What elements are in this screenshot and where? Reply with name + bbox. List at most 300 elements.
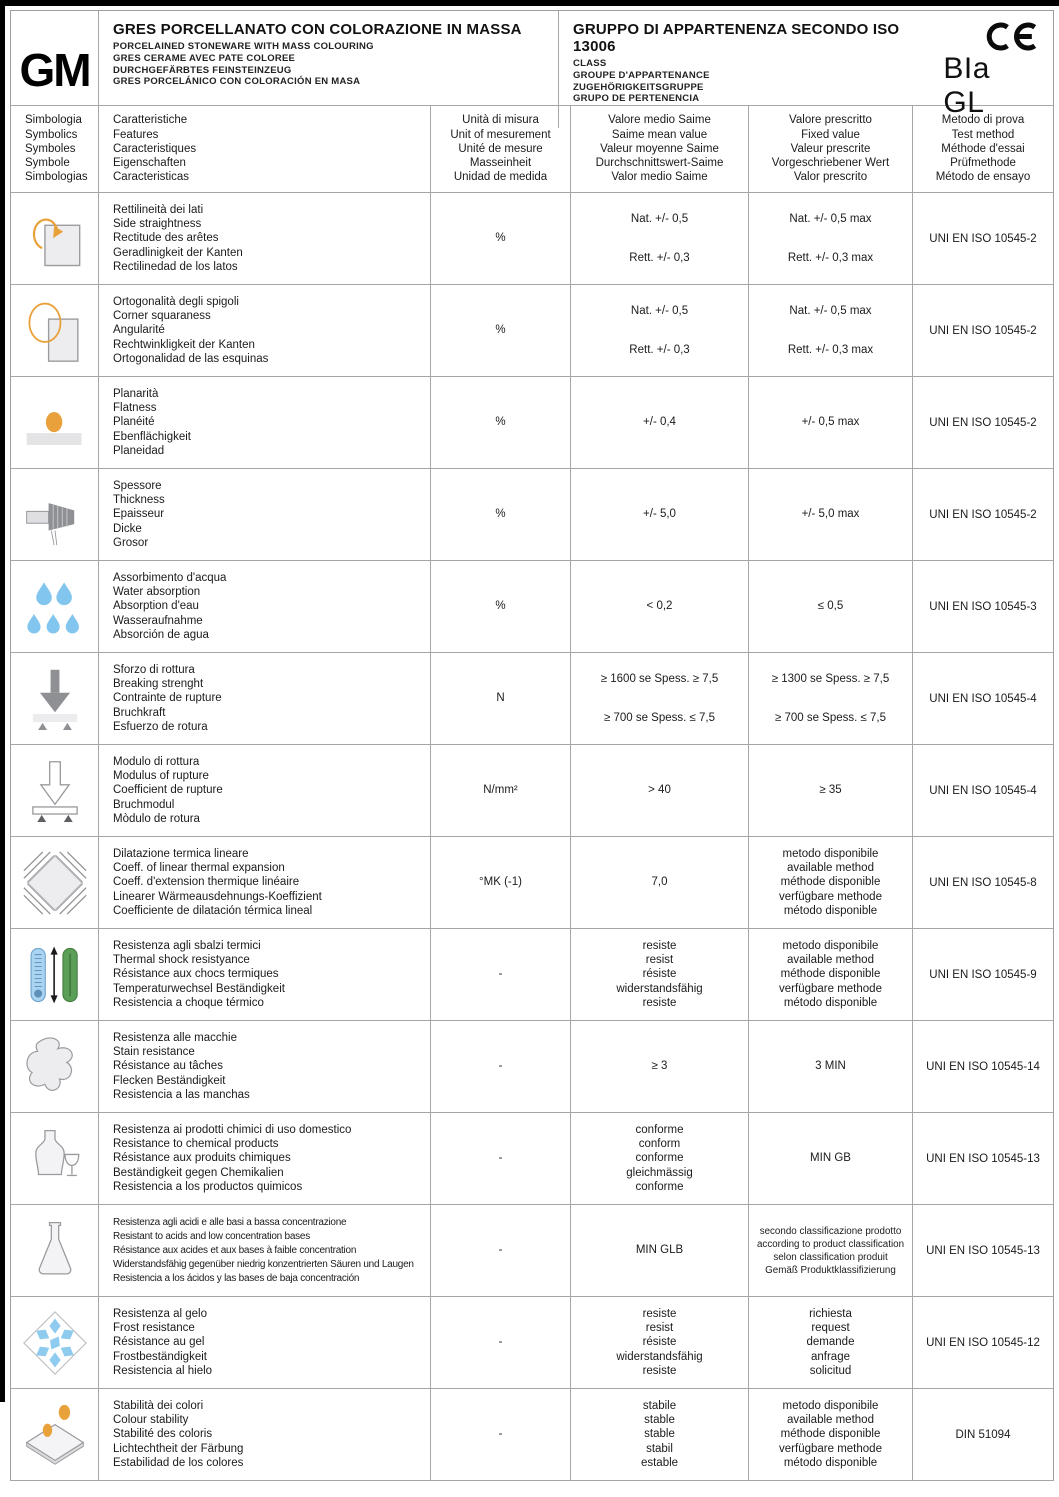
- feature-line: Esfuerzo de rotura: [113, 720, 208, 733]
- fixed-value-cell: [749, 1021, 913, 1112]
- unit-value: %: [495, 508, 506, 521]
- chemical-products-icon: [23, 1127, 87, 1191]
- value-line: Rett. +/- 0,3: [629, 343, 690, 356]
- water-drops-icon: [23, 575, 87, 639]
- column-header-line: Méthode d'essai: [941, 142, 1025, 155]
- table-row: [11, 377, 1053, 469]
- fixed-value-cell: [749, 929, 913, 1020]
- feature-line: Temperaturwechsel Beständigkeit: [113, 982, 285, 995]
- unit-cell: [431, 1389, 571, 1480]
- value-line: +/- 5,0: [643, 508, 676, 521]
- feature-line: Resistenza alle macchie: [113, 1031, 238, 1044]
- feature-line: Resistenza agli acidi e alle basi a bassa concentrazione: [113, 1216, 347, 1228]
- feature-line: Planeidad: [113, 444, 165, 457]
- feature-line: Modulus of rupture: [113, 770, 209, 783]
- value-line: ≥ 35: [819, 784, 842, 797]
- unit-cell: [431, 377, 571, 468]
- mean-value-cell: [571, 1021, 749, 1112]
- feature-line: Rettilineità dei lati: [113, 203, 204, 216]
- page-left-edge: [0, 0, 5, 1402]
- test-method-cell: [913, 653, 1053, 744]
- value-line: ≥ 700 se Spess. ≤ 7,5: [603, 711, 716, 724]
- feature-line: Frost resistance: [113, 1322, 195, 1335]
- mean-value-cell: [571, 929, 749, 1020]
- value-line: méthode disponible: [780, 968, 881, 981]
- feature-line: Resistencia a los ácidos y las bases de baja concentración: [113, 1272, 360, 1284]
- feature-line: Resistencia a choque térmico: [113, 996, 264, 1009]
- test-method-cell: [913, 1205, 1053, 1296]
- value-line: Rett. +/- 0,3 max: [787, 343, 874, 356]
- feature-labels: [99, 1113, 431, 1204]
- test-method-cell: [913, 285, 1053, 376]
- mean-value-cell: [571, 653, 749, 744]
- value-line: résiste: [642, 1336, 677, 1349]
- unit-cell: [431, 929, 571, 1020]
- column-header-line: Método de ensayo: [935, 171, 1031, 184]
- value-line: stable: [644, 1428, 675, 1441]
- feature-line: Bruchmodul: [113, 798, 175, 811]
- value-line: available method: [787, 862, 874, 875]
- column-header-line: Simbologias: [25, 171, 88, 184]
- spec-table: [10, 10, 1054, 1481]
- fixed-value-cell: [749, 745, 913, 836]
- value-line: resist: [645, 954, 674, 967]
- ce-mark-icon: [983, 21, 1039, 52]
- column-header-line: Unit of mesurement: [450, 128, 551, 141]
- value-line: résiste: [642, 968, 677, 981]
- test-method-value: UNI EN ISO 10545-3: [929, 600, 1037, 613]
- value-line: +/- 5,0 max: [801, 508, 860, 521]
- value-line: < 0,2: [646, 600, 673, 613]
- unit-value: -: [498, 1152, 503, 1165]
- product-title: GRES PORCELLANATO CON COLORAZIONE IN MASSA: [113, 21, 522, 38]
- feature-line: Modulo di rottura: [113, 755, 200, 768]
- feature-line: Ortogonalidad de las esquinas: [113, 352, 269, 365]
- feature-labels: [99, 745, 431, 836]
- feature-line: Frostbeständigkeit: [113, 1350, 207, 1363]
- mean-value-cell: [571, 837, 749, 928]
- flatness-icon: [23, 391, 87, 455]
- value-line: solicitud: [809, 1364, 852, 1377]
- column-header-line: Unité de mesure: [458, 142, 543, 155]
- acid-flask-icon: [23, 1219, 87, 1283]
- class-group-subtitle: ZUGEHÖRIGKEITSGRUPPE: [573, 81, 704, 93]
- feature-line: Planéité: [113, 416, 155, 429]
- test-method-cell: [913, 469, 1053, 560]
- test-method-value: UNI EN ISO 10545-8: [929, 876, 1037, 889]
- feature-line: Corner squaraness: [113, 310, 211, 323]
- product-subtitle: DURCHGEFÄRBTES FEINSTEINZEUG: [113, 64, 292, 76]
- feature-line: Resistenza agli sbalzi termici: [113, 939, 261, 952]
- value-line: conform: [638, 1138, 681, 1151]
- feature-line: Stain resistance: [113, 1046, 195, 1059]
- fixed-value-cell: [749, 377, 913, 468]
- value-line: resiste: [642, 1307, 677, 1320]
- symbol-cell: [11, 561, 99, 652]
- feature-line: Résistance aux chocs termiques: [113, 968, 279, 981]
- mean-value-cell: [571, 1205, 749, 1296]
- unit-cell: [431, 1297, 571, 1388]
- feature-labels: [99, 469, 431, 560]
- column-header-line: Valeur moyenne Saime: [600, 142, 719, 155]
- value-line: MIN GLB: [635, 1244, 684, 1257]
- column-header-line: Valeur prescrite: [790, 142, 871, 155]
- feature-line: Geradlinigkeit der Kanten: [113, 246, 243, 259]
- fixed-value-cell: [749, 837, 913, 928]
- class-group-title: GRUPPO DI APPARTENENZA SECONDO ISO 13006: [573, 21, 900, 55]
- fixed-value-cell: [749, 469, 913, 560]
- product-subtitle: GRES PORCELÁNICO CON COLORACIÓN EN MASA: [113, 76, 361, 88]
- colour-stability-icon: [22, 1402, 88, 1468]
- value-line: verfügbare methode: [779, 1442, 882, 1455]
- value-line: > 40: [648, 784, 671, 797]
- feature-line: Résistance aux produits chimiques: [113, 1152, 291, 1165]
- column-header-line: Eigenschaften: [113, 157, 186, 170]
- feature-line: Dilatazione termica lineare: [113, 847, 249, 860]
- value-line: Rett. +/- 0,3 max: [787, 251, 874, 264]
- value-line: 3 MIN: [815, 1060, 846, 1073]
- feature-line: Résistance aux acides et aux bases à faible concentration: [113, 1244, 357, 1256]
- feature-line: Rectitude des arêtes: [113, 232, 219, 245]
- value-line: méthode disponible: [780, 1428, 881, 1441]
- value-line: MIN GB: [810, 1152, 851, 1165]
- feature-line: Epaisseur: [113, 508, 165, 521]
- value-line: +/- 0,4: [643, 416, 676, 429]
- value-line: método disponible: [783, 904, 878, 917]
- unit-value: %: [495, 600, 506, 613]
- value-line: método disponible: [783, 996, 878, 1009]
- unit-value: N: [496, 692, 505, 705]
- unit-cell: [431, 1113, 571, 1204]
- value-line: according to product classification: [756, 1238, 905, 1250]
- symbol-cell: [11, 1205, 99, 1296]
- test-method-value: UNI EN ISO 10545-9: [929, 968, 1037, 981]
- value-line: méthode disponible: [780, 876, 881, 889]
- feature-line: Rechtwinkligkeit der Kanten: [113, 338, 255, 351]
- symbol-cell: [11, 929, 99, 1020]
- feature-line: Coeff. of linear thermal expansion: [113, 862, 285, 875]
- feature-labels: [99, 837, 431, 928]
- column-header-line: Vorgeschriebener Wert: [771, 157, 890, 170]
- feature-labels: [99, 193, 431, 284]
- test-method-value: UNI EN ISO 10545-14: [926, 1060, 1040, 1073]
- feature-line: Rectilinedad de los latos: [113, 260, 238, 273]
- table-row: [11, 1021, 1053, 1113]
- symbol-cell: [11, 469, 99, 560]
- feature-line: Spessore: [113, 479, 162, 492]
- value-line: conforme: [635, 1180, 684, 1193]
- column-header-fixed: [749, 106, 913, 192]
- value-line: 7,0: [651, 876, 668, 889]
- feature-line: Résistance au gel: [113, 1336, 205, 1349]
- value-line: ≤ 0,5: [817, 600, 844, 613]
- column-header-line: Symbolics: [25, 128, 78, 141]
- unit-value: %: [495, 232, 506, 245]
- table-row: [11, 1205, 1053, 1297]
- column-header-line: Symboles: [25, 142, 76, 155]
- symbol-cell: [11, 285, 99, 376]
- table-row: [11, 1297, 1053, 1389]
- symbol-cell: [11, 745, 99, 836]
- feature-line: Stabilité des coloris: [113, 1428, 213, 1441]
- mean-value-cell: [571, 561, 749, 652]
- feature-line: Resistencia a las manchas: [113, 1088, 250, 1101]
- test-method-cell: [913, 929, 1053, 1020]
- column-header-line: Caracteristiques: [113, 142, 197, 155]
- mean-value-cell: [571, 745, 749, 836]
- feature-line: Lichtechtheit der Färbung: [113, 1442, 244, 1455]
- unit-cell: [431, 653, 571, 744]
- unit-cell: [431, 193, 571, 284]
- value-line: Gemäß Produktklassifizierung: [765, 1264, 896, 1276]
- value-line: demande: [806, 1336, 855, 1349]
- value-line: available method: [787, 954, 874, 967]
- feature-line: Beständigkeit gegen Chemikalien: [113, 1166, 284, 1179]
- page-top-edge: [0, 0, 1059, 6]
- class-group-subtitle: GRUPO DE PERTENENCIA: [573, 93, 700, 105]
- table-header-block: [11, 11, 1053, 119]
- column-header-line: Durchschnittswert-Saime: [595, 157, 724, 170]
- feature-labels: [99, 1021, 431, 1112]
- mean-value-cell: [571, 285, 749, 376]
- test-method-cell: [913, 745, 1053, 836]
- feature-line: Resistencia al hielo: [113, 1364, 213, 1377]
- unit-value: %: [495, 416, 506, 429]
- value-line: resist: [645, 1322, 674, 1335]
- unit-value: -: [498, 968, 503, 981]
- fixed-value-cell: [749, 193, 913, 284]
- column-header-line: Fixed value: [801, 128, 860, 141]
- test-method-cell: [913, 193, 1053, 284]
- unit-cell: [431, 1021, 571, 1112]
- column-header-line: Test method: [951, 128, 1015, 141]
- symbol-cell: [11, 193, 99, 284]
- value-line: Rett. +/- 0,3: [629, 251, 690, 264]
- column-header-line: Masseinheit: [469, 157, 532, 170]
- feature-line: Resistenza ai prodotti chimici di uso domestico: [113, 1123, 352, 1136]
- symbol-cell: [11, 1021, 99, 1112]
- fixed-value-cell: [749, 561, 913, 652]
- column-header-line: Valor prescrito: [793, 171, 868, 184]
- test-method-value: UNI EN ISO 10545-4: [929, 692, 1037, 705]
- feature-line: Resistance to chemical products: [113, 1138, 279, 1151]
- fixed-value-cell: [749, 285, 913, 376]
- column-header-row: [11, 106, 1053, 193]
- table-row: [11, 653, 1053, 745]
- feature-line: Ortogonalità degli spigoli: [113, 295, 239, 308]
- feature-line: Coeff. d'extension thermique linéaire: [113, 876, 300, 889]
- feature-labels: [99, 1205, 431, 1296]
- value-line: conforme: [635, 1123, 684, 1136]
- value-line: verfügbare methode: [779, 982, 882, 995]
- feature-labels: [99, 377, 431, 468]
- table-row: [11, 745, 1053, 837]
- feature-line: Resistencia a los productos quimicos: [113, 1180, 303, 1193]
- mean-value-cell: [571, 1297, 749, 1388]
- unit-value: -: [498, 1060, 503, 1073]
- column-header-line: Unità di misura: [462, 114, 539, 127]
- mean-value-cell: [571, 469, 749, 560]
- product-subtitle: PORCELAINED STONEWARE WITH MASS COLOURING: [113, 41, 374, 52]
- table-row: [11, 929, 1053, 1021]
- test-method-cell: [913, 561, 1053, 652]
- feature-line: Stabilità dei colori: [113, 1399, 204, 1412]
- column-header-line: Caratteristiche: [113, 114, 188, 127]
- value-line: available method: [787, 1414, 874, 1427]
- feature-labels: [99, 1389, 431, 1480]
- frost-snowflake-icon: [22, 1310, 88, 1376]
- feature-line: Wasseraufnahme: [113, 614, 203, 627]
- feature-line: Sforzo di rottura: [113, 663, 195, 676]
- feature-line: Ebenflächigkeit: [113, 430, 191, 443]
- column-header-line: Metodo di prova: [941, 114, 1025, 127]
- feature-line: Coefficient de rupture: [113, 784, 223, 797]
- feature-line: Breaking strenght: [113, 678, 204, 691]
- modulus-of-rupture-icon: [24, 758, 86, 824]
- feature-labels: [99, 653, 431, 744]
- symbol-cell: [11, 837, 99, 928]
- column-header-mean: [571, 106, 749, 192]
- mean-value-cell: [571, 1389, 749, 1480]
- value-line: Nat. +/- 0,5 max: [789, 213, 872, 226]
- fixed-value-cell: [749, 1297, 913, 1388]
- feature-line: Linearer Wärmeausdehnungs-Koeffizient: [113, 890, 322, 903]
- unit-cell: [431, 561, 571, 652]
- value-line: widerstandsfähig: [616, 982, 703, 995]
- feature-line: Flatness: [113, 402, 157, 415]
- mean-value-cell: [571, 193, 749, 284]
- feature-labels: [99, 561, 431, 652]
- table-row: [11, 837, 1053, 929]
- column-header-line: Symbole: [25, 157, 70, 170]
- feature-line: Planarità: [113, 387, 159, 400]
- column-header-symbol: [11, 106, 99, 192]
- unit-value: -: [498, 1244, 503, 1257]
- table-body: [11, 193, 1053, 1481]
- test-method-value: UNI EN ISO 10545-2: [929, 232, 1037, 245]
- value-line: estable: [640, 1456, 679, 1469]
- feature-line: Thickness: [113, 494, 165, 507]
- feature-line: Contrainte de rupture: [113, 692, 222, 705]
- value-line: conforme: [635, 1152, 684, 1165]
- corner-squareness-icon: [23, 299, 87, 363]
- value-line: metodo disponibile: [782, 847, 879, 860]
- unit-value: -: [498, 1336, 503, 1349]
- test-method-cell: [913, 1113, 1053, 1204]
- value-line: ≥ 700 se Spess. ≤ 7,5: [774, 711, 887, 724]
- test-method-cell: [913, 377, 1053, 468]
- feature-line: Widerstandsfähig gegenüber niedrig konzentrierten Säuren und Laugen: [113, 1258, 414, 1270]
- feature-line: Assorbimento d'acqua: [113, 571, 227, 584]
- test-method-cell: [913, 1297, 1053, 1388]
- test-method-value: UNI EN ISO 10545-13: [926, 1152, 1040, 1165]
- fixed-value-cell: [749, 1113, 913, 1204]
- thermal-shock-icon: [24, 944, 86, 1006]
- value-line: stable: [644, 1414, 675, 1427]
- mean-value-cell: [571, 377, 749, 468]
- feature-line: Mòdulo de rotura: [113, 812, 200, 825]
- feature-line: Flecken Beständigkeit: [113, 1074, 226, 1087]
- unit-value: N/mm²: [483, 784, 518, 797]
- value-line: ≥ 3: [651, 1060, 668, 1073]
- value-line: ≥ 1600 se Spess. ≥ 7,5: [600, 673, 719, 686]
- column-header-line: Unidad de medida: [453, 171, 548, 184]
- feature-line: Side straightness: [113, 218, 202, 231]
- mean-value-cell: [571, 1113, 749, 1204]
- value-line: secondo classificazione prodotto: [759, 1225, 902, 1237]
- column-header-line: Features: [113, 128, 159, 141]
- feature-line: Thermal shock resistyance: [113, 954, 250, 967]
- feature-line: Coefficiente de dilatación térmica lineal: [113, 904, 313, 917]
- table-row: [11, 1113, 1053, 1205]
- feature-line: Grosor: [113, 536, 149, 549]
- value-line: verfügbare methode: [779, 890, 882, 903]
- value-line: metodo disponibile: [782, 1399, 879, 1412]
- fixed-value-cell: [749, 1389, 913, 1480]
- test-method-value: UNI EN ISO 10545-2: [929, 416, 1037, 429]
- product-subtitle: GRES CERAME AVEC PATE COLOREE: [113, 52, 296, 64]
- test-method-value: UNI EN ISO 10545-12: [926, 1336, 1040, 1349]
- value-line: Nat. +/- 0,5: [630, 213, 689, 226]
- table-row: [11, 1389, 1053, 1481]
- unit-cell: [431, 285, 571, 376]
- unit-value: %: [495, 324, 506, 337]
- test-method-cell: [913, 837, 1053, 928]
- unit-cell: [431, 745, 571, 836]
- test-method-cell: [913, 1389, 1053, 1480]
- feature-labels: [99, 929, 431, 1020]
- class-value: BIa GL: [943, 52, 990, 119]
- table-row: [11, 561, 1053, 653]
- value-line: resiste: [642, 996, 677, 1009]
- value-line: resiste: [642, 1364, 677, 1377]
- gm-logo-text: GM: [19, 43, 90, 96]
- test-method-value: UNI EN ISO 10545-2: [929, 508, 1037, 521]
- feature-line: Estabilidad de los colores: [113, 1456, 244, 1469]
- feature-line: Absorción de agua: [113, 628, 209, 641]
- feature-line: Bruchkraft: [113, 706, 166, 719]
- value-line: richiesta: [809, 1307, 852, 1320]
- value-line: widerstandsfähig: [616, 1350, 703, 1363]
- class-group-subtitle: GROUPE D'APPARTENANCE: [573, 69, 710, 81]
- feature-line: Absorption d'eau: [113, 600, 199, 613]
- breaking-strength-icon: [24, 666, 86, 732]
- column-header-method: [913, 106, 1053, 192]
- feature-labels: [99, 285, 431, 376]
- unit-cell: [431, 469, 571, 560]
- unit-value: °MK (-1): [479, 876, 522, 889]
- side-straightness-icon: [23, 207, 87, 271]
- symbol-cell: [11, 1297, 99, 1388]
- thickness-caliper-icon: [23, 483, 87, 547]
- value-line: ≥ 1300 se Spess. ≥ 7,5: [771, 673, 890, 686]
- value-line: Nat. +/- 0,5: [630, 305, 689, 318]
- symbol-cell: [11, 377, 99, 468]
- class-group-subtitle: CLASS: [573, 58, 607, 69]
- value-line: selon classification produit: [773, 1251, 888, 1263]
- column-header-line: Saime mean value: [611, 128, 708, 141]
- value-line: resiste: [642, 939, 677, 952]
- value-line: metodo disponibile: [782, 939, 879, 952]
- test-method-value: UNI EN ISO 10545-4: [929, 784, 1037, 797]
- stain-icon: [23, 1035, 87, 1099]
- test-method-value: UNI EN ISO 10545-2: [929, 324, 1037, 337]
- test-method-value: DIN 51094: [955, 1428, 1011, 1441]
- fixed-value-cell: [749, 653, 913, 744]
- unit-cell: [431, 837, 571, 928]
- feature-line: Résistance au tâches: [113, 1060, 223, 1073]
- table-row: [11, 469, 1053, 561]
